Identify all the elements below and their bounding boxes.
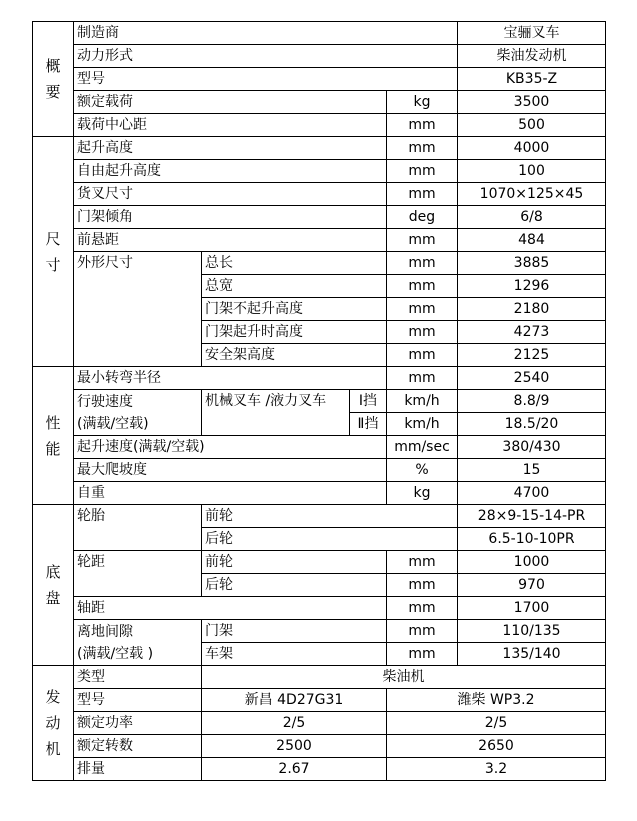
value-load-center: 500: [458, 114, 606, 137]
value-engine-type: 柴油机: [202, 666, 606, 689]
unit-gear-1: km/h: [387, 390, 458, 413]
label-mast-lowered-height: 门架不起升高度: [202, 298, 387, 321]
unit-rear-tread: mm: [387, 574, 458, 597]
unit-weight: kg: [387, 482, 458, 505]
section-performance: 性 能: [33, 367, 74, 505]
section-dimensions: 尺 寸: [33, 137, 74, 367]
label-overall-length: 总长: [202, 252, 387, 275]
label-model: 型号: [74, 68, 458, 91]
spec-table: [32, 21, 606, 781]
value-mast-lowered-height: 2180: [458, 298, 606, 321]
value-engine-model-a: 新昌 4D27G31: [202, 689, 387, 712]
value-overhead-guard-height: 2125: [458, 344, 606, 367]
value-model: KB35-Z: [458, 68, 606, 91]
value-overall-width: 1296: [458, 275, 606, 298]
unit-gradeability: %: [387, 459, 458, 482]
unit-lift-height: mm: [387, 137, 458, 160]
unit-clearance-mast: mm: [387, 620, 458, 643]
label-engine-power: 额定功率: [74, 712, 202, 735]
label-overall-width: 总宽: [202, 275, 387, 298]
section-engine: 发 动 机: [33, 666, 74, 781]
label-tread: 轮距: [74, 551, 202, 597]
label-tire: 轮胎: [74, 505, 202, 551]
label-load-center: 载荷中心距: [74, 114, 387, 137]
section-chassis: 底 盘: [33, 505, 74, 666]
label-gear-1: Ⅰ挡: [350, 390, 387, 413]
unit-load-center: mm: [387, 114, 458, 137]
label-lift-height: 起升高度: [74, 137, 387, 160]
unit-mast-tilt: deg: [387, 206, 458, 229]
label-clearance-frame: 车架: [202, 643, 387, 666]
label-rear-tire: 后轮: [202, 528, 458, 551]
value-lift-speed: 380/430: [458, 436, 606, 459]
value-front-tread: 1000: [458, 551, 606, 574]
label-overhead-guard-height: 安全架高度: [202, 344, 387, 367]
label-load: 额定载荷: [74, 91, 387, 114]
value-engine-speed-a: 2500: [202, 735, 387, 758]
label-ground-clearance: 离地间隙 (满载/空载 ): [74, 620, 202, 666]
value-wheelbase: 1700: [458, 597, 606, 620]
value-mast-tilt: 6/8: [458, 206, 606, 229]
value-rear-tread: 970: [458, 574, 606, 597]
value-engine-speed-b: 2650: [387, 735, 606, 758]
value-engine-displacement-b: 3.2: [387, 758, 606, 781]
label-front-overhang: 前悬距: [74, 229, 387, 252]
unit-overall-width: mm: [387, 275, 458, 298]
label-engine-speed: 额定转数: [74, 735, 202, 758]
label-mast-tilt: 门架倾角: [74, 206, 387, 229]
value-engine-power-b: 2/5: [387, 712, 606, 735]
value-turning-radius: 2540: [458, 367, 606, 390]
label-overall-size: 外形尺寸: [74, 252, 202, 367]
value-engine-model-b: 潍柴 WP3.2: [387, 689, 606, 712]
label-free-lift: 自由起升高度: [74, 160, 387, 183]
value-clearance-frame: 135/140: [458, 643, 606, 666]
unit-gear-2: km/h: [387, 413, 458, 436]
unit-mast-lowered-height: mm: [387, 298, 458, 321]
value-lift-height: 4000: [458, 137, 606, 160]
label-weight: 自重: [74, 482, 387, 505]
value-manufacturer: 宝骊叉车: [458, 22, 606, 45]
unit-mast-raised-height: mm: [387, 321, 458, 344]
unit-lift-speed: mm/sec: [387, 436, 458, 459]
label-engine-displacement: 排量: [74, 758, 202, 781]
label-rear-tread: 后轮: [202, 574, 387, 597]
value-gradeability: 15: [458, 459, 606, 482]
value-overall-length: 3885: [458, 252, 606, 275]
value-engine-displacement-a: 2.67: [202, 758, 387, 781]
unit-front-overhang: mm: [387, 229, 458, 252]
value-free-lift: 100: [458, 160, 606, 183]
unit-load: kg: [387, 91, 458, 114]
label-manufacturer: 制造商: [74, 22, 458, 45]
label-lift-speed: 起升速度(满载/空载): [74, 436, 387, 459]
unit-front-tread: mm: [387, 551, 458, 574]
value-clearance-mast: 110/135: [458, 620, 606, 643]
label-power: 动力形式: [74, 45, 458, 68]
value-gear-1: 8.8/9: [458, 390, 606, 413]
label-front-tread: 前轮: [202, 551, 387, 574]
value-weight: 4700: [458, 482, 606, 505]
section-overview: 概 要: [33, 22, 74, 137]
unit-overhead-guard-height: mm: [387, 344, 458, 367]
label-travel-type: 机械叉车 /液力叉车: [202, 390, 350, 436]
label-wheelbase: 轴距: [74, 597, 387, 620]
value-front-tire: 28×9-15-14-PR: [458, 505, 606, 528]
value-engine-power-a: 2/5: [202, 712, 387, 735]
value-mast-raised-height: 4273: [458, 321, 606, 344]
value-front-overhang: 484: [458, 229, 606, 252]
unit-fork-size: mm: [387, 183, 458, 206]
unit-free-lift: mm: [387, 160, 458, 183]
unit-overall-length: mm: [387, 252, 458, 275]
value-load: 3500: [458, 91, 606, 114]
unit-clearance-frame: mm: [387, 643, 458, 666]
unit-wheelbase: mm: [387, 597, 458, 620]
label-travel-speed: 行驶速度 (满载/空载): [74, 390, 202, 436]
label-gradeability: 最大爬坡度: [74, 459, 387, 482]
label-clearance-mast: 门架: [202, 620, 387, 643]
value-power: 柴油发动机: [458, 45, 606, 68]
value-gear-2: 18.5/20: [458, 413, 606, 436]
value-fork-size: 1070×125×45: [458, 183, 606, 206]
label-engine-type: 类型: [74, 666, 202, 689]
label-mast-raised-height: 门架起升时高度: [202, 321, 387, 344]
label-engine-model: 型号: [74, 689, 202, 712]
label-turning-radius: 最小转弯半径: [74, 367, 387, 390]
unit-turning-radius: mm: [387, 367, 458, 390]
label-fork-size: 货叉尺寸: [74, 183, 387, 206]
label-front-tire: 前轮: [202, 505, 458, 528]
value-rear-tire: 6.5-10-10PR: [458, 528, 606, 551]
label-gear-2: Ⅱ挡: [350, 413, 387, 436]
